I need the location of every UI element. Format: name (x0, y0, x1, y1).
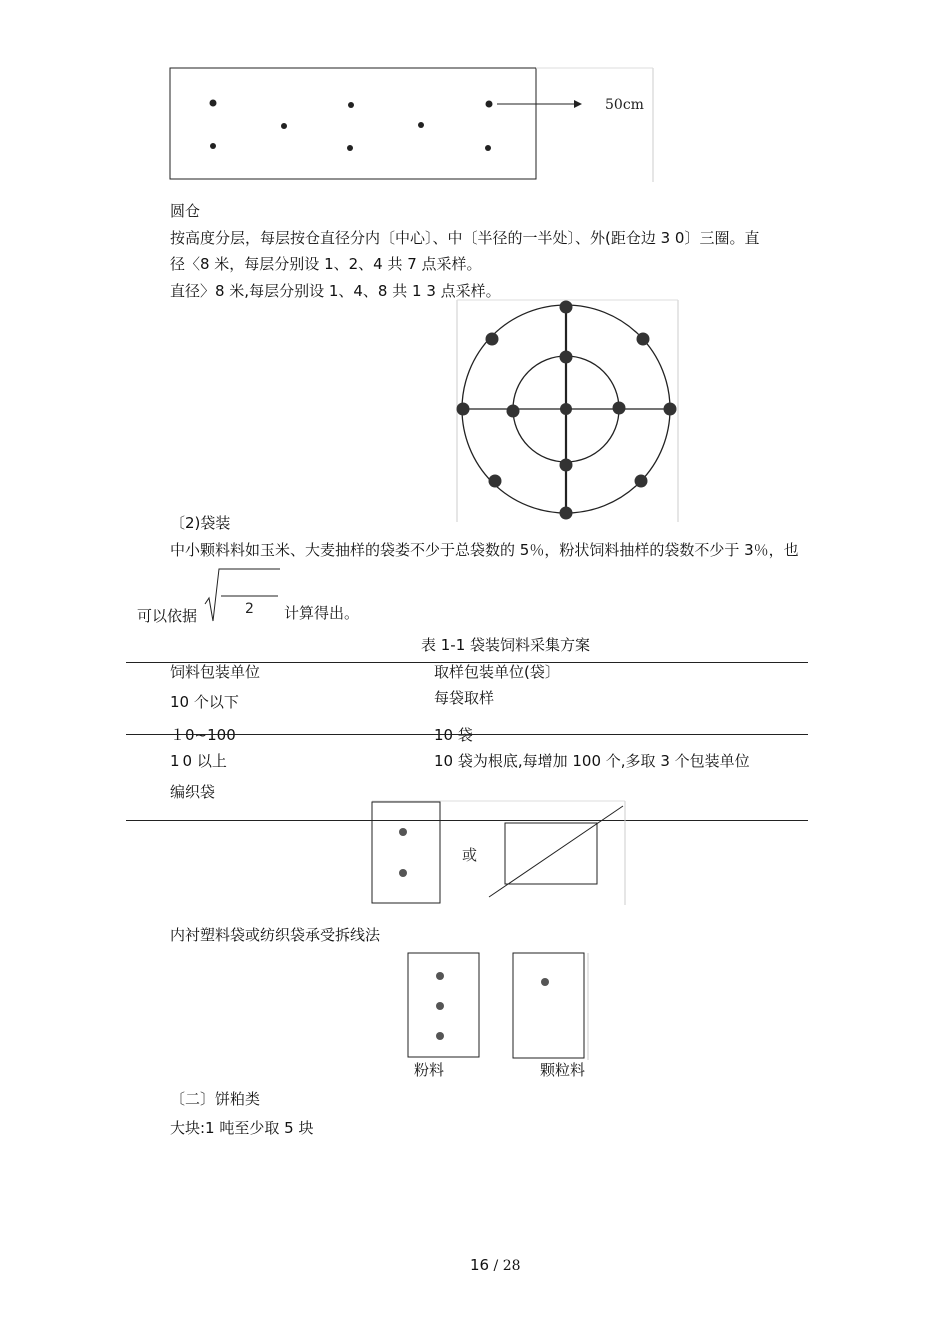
table-row-2-col-2: 10 袋 (434, 726, 473, 744)
page-total: 28 (502, 1258, 521, 1274)
table-header-col-2: 取样包装单位(袋〕 (434, 663, 560, 681)
distance-label: 50cm (605, 97, 644, 113)
round-silo-line-2: 径〈8 米，每层分别设 1、2、4 共 7 点采样。 (170, 255, 482, 273)
bagged-line-2-prefix: 可以依据 (137, 607, 198, 625)
powder-label: 粉料 (414, 1061, 445, 1079)
cake-heading: 〔二〕饼粕类 (170, 1090, 261, 1108)
bagged-heading: 〔2)袋装 (170, 514, 231, 532)
formula-denominator: 2 (245, 601, 254, 617)
sample-point (436, 1032, 444, 1040)
table-header-col-1: 饲料包装单位 (170, 663, 261, 681)
round-silo-heading: 圆仓 (170, 202, 201, 220)
round-silo-line-1: 按高度分层，每层按仓直径分内〔中心〕、中〔半径的一半处〕、外(距仓边 3 0〕三圈。直 (170, 229, 760, 247)
table-row-3-col-1: 1 0 以上 (170, 752, 227, 770)
table-row-1-col-2: 每袋取样 (434, 689, 495, 707)
bagged-line-2-suffix: 计算得出。 (284, 604, 360, 622)
round-silo-line-3: 直径〉8 米,每层分别设 1、4、8 共 1 3 点采样。 (170, 282, 501, 300)
sample-point (541, 978, 549, 986)
page-number (470, 1256, 521, 1274)
table-row-3-col-2: 10 袋为根底,每增加 100 个,多取 3 个包装单位 (434, 752, 750, 770)
granule-label: 颗粒料 (540, 1061, 586, 1079)
granule-bag-outline (513, 953, 584, 1058)
page-current: 16 (470, 1256, 490, 1274)
table-row-2-col-1: １0~100 (170, 726, 236, 744)
or-label: 或 (462, 846, 478, 864)
sample-point (436, 972, 444, 980)
bagged-line-1: 中小颗料料如玉米、大麦抽样的袋娄不少于总袋数的 5％，粉状饲料抽样的袋数不少于 3％，也 (170, 541, 799, 559)
cake-line-1: 大块:1 吨至少取 5 块 (170, 1119, 314, 1137)
lined-bag-heading: 内衬塑料袋或纺织袋承受拆线法 (170, 926, 381, 944)
sample-point (436, 1002, 444, 1010)
table-caption: 表 1-1 袋装饲料采集方案 (421, 636, 591, 654)
table-row-1-col-1: 10 个以下 (170, 693, 239, 711)
woven-bag-heading: 编织袋 (170, 783, 216, 801)
page-separator: / (489, 1258, 503, 1274)
